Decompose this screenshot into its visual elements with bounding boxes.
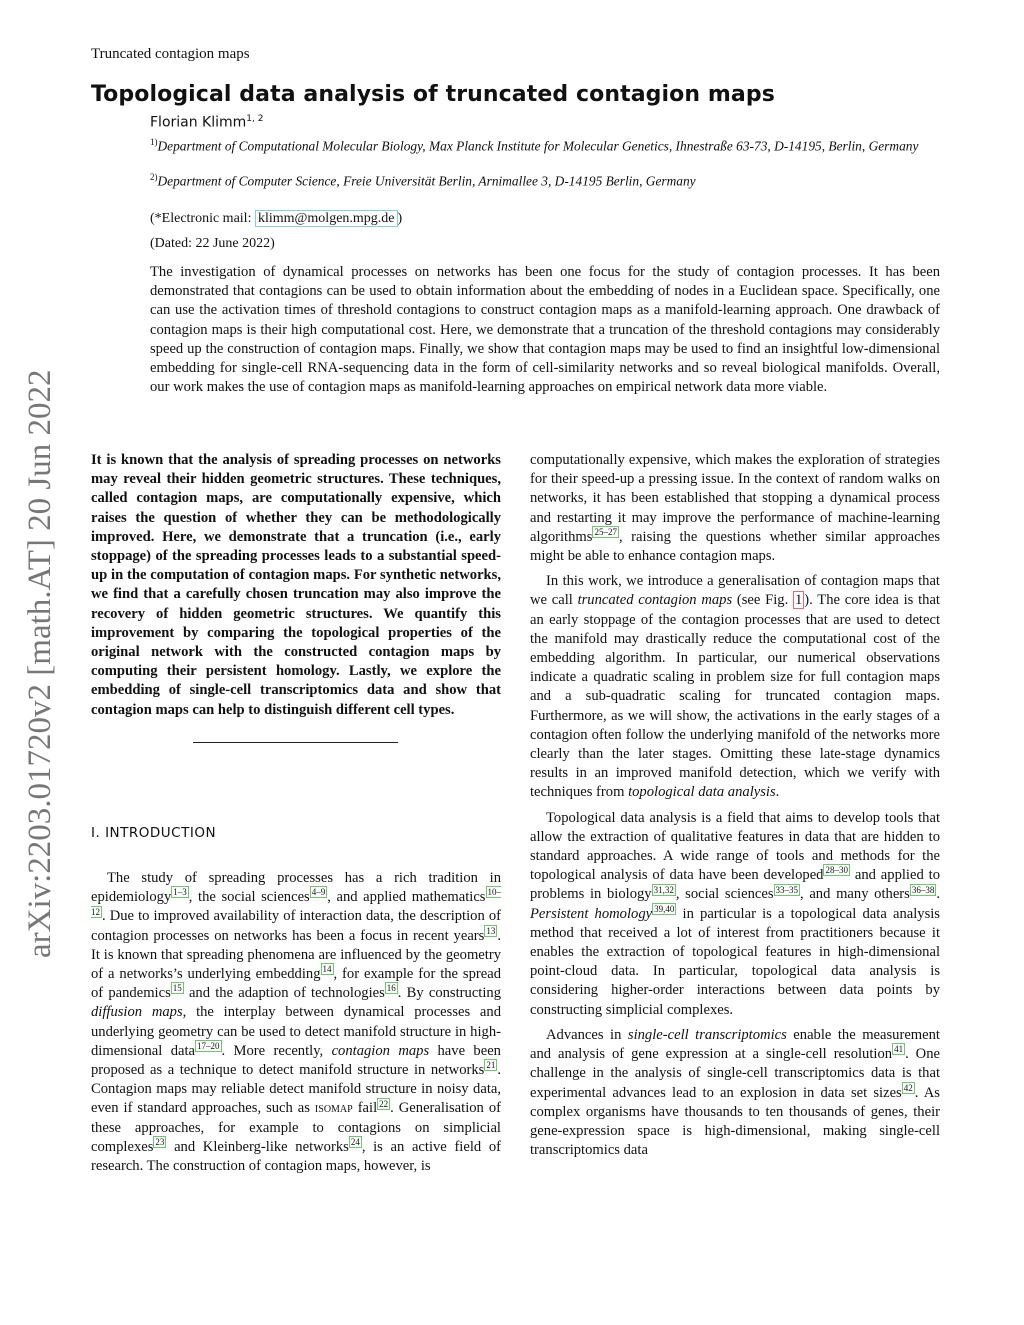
author-line <box>150 114 263 131</box>
citation-link[interactable]: 16 <box>386 983 396 994</box>
citation-link[interactable]: 14 <box>322 964 332 975</box>
citation-link[interactable]: 22 <box>379 1098 389 1109</box>
citation-link[interactable]: 15 <box>172 983 182 994</box>
citation-link[interactable]: 10–12 <box>91 887 501 917</box>
citation-link[interactable]: 36–38 <box>911 884 935 895</box>
citation-link[interactable]: 23 <box>155 1136 165 1147</box>
citation-link[interactable]: 31,32 <box>653 884 674 895</box>
figure-link[interactable]: 1 <box>795 592 803 609</box>
author-marks: 1, 2 <box>246 114 264 124</box>
dated-line: (Dated: 22 June 2022) <box>150 236 275 251</box>
affiliation-text: Department of Computational Molecular Biology, Max Planck Institute for Molecular Genetics, Ihnestraße 63-73, D-14195, Berlin, Germany <box>157 138 919 154</box>
right-column <box>530 451 940 1160</box>
intro-left-column <box>91 869 501 1176</box>
citation-link[interactable]: 41 <box>894 1044 904 1055</box>
citation-link[interactable]: 17–20 <box>197 1040 220 1051</box>
citation-link[interactable]: 28–30 <box>825 865 848 876</box>
email-prefix: (*Electronic mail: <box>150 211 255 226</box>
paragraph: Topological data analysis is a field that aims to develop tools that allow the extraction of qualitative features in data that are hidden to standard approaches. A wide range of tools and methods for the topological analysis of data have been developed $^{28-30}$ and applied to problems in biology $^{31,32}$ , social sciences $^{33-35}$ , and many others $^{36-38}$ . Persistent homology $^{39,40}$ in particular is a topological data analysis method that received a lot of interest from practitioners because it enables the extraction of topological features in high-dimensional point-cloud data. In particular, topological data analysis is considering higher-order interactions between data points by constructing simplicial complexes. <box>530 809 940 1018</box>
affiliation-2 <box>150 168 920 190</box>
citation-link[interactable]: 21 <box>486 1060 496 1071</box>
arxiv-stamp-text: arXiv:2203.01720v2 [math.AT] 20 Jun 2022 <box>22 369 58 958</box>
running-head: Truncated contagion maps <box>91 46 250 62</box>
paragraph: Advances in single-cell transcriptomics enable the measurement and analysis of gene expression at a single-cell resolution $^{41}$ . One challenge in the analysis of single-cell transcriptomics data is that experimental advances lead to an explosion in data set sizes $^{42}$ . As complex organisms have thousands to ten thousands of genes, their gene-expression space is high-dimensional, making single-cell transcriptomics data <box>530 1026 940 1159</box>
email-line <box>150 211 402 227</box>
paper-title: Topological data analysis of truncated contagion maps <box>91 82 775 107</box>
affiliation-mark: 2) <box>150 172 158 182</box>
paragraph: In this work, we introduce a generalisation of contagion maps that we call truncated contagion maps (see Fig. 1 ). The core idea is that an early stoppage of the contagion processes that are used to detect the manifold may drastically reduce the computational cost of the embedding algorithm. In particular, our numerical observations indicate a quadratic scaling in problem size for full contagion maps and a sub-quadratic scaling for truncated contagion maps. Furthermore, as we will show, the activations in the early stages of a contagion often follow the underlying manifold of the networks more clearly than the later stages. Omitting these late-stage dynamics results in an improved manifold detection, which we verify with techniques from topological data analysis. <box>530 573 940 801</box>
abstract: The investigation of dynamical processes on networks has been one focus for the study of contagion processes. It has been demonstrated that contagions can be used to obtain information about the embedding of nodes in a Euclidean space. Specifically, one can use the activation times of threshold contagions to construct contagion maps as a manifold-learning approach. One drawback of contagion maps is their high computational cost. Here, we demonstrate that a truncation of the threshold contagions may considerably speed up the construction of contagion maps. Finally, we show that contagion maps may be used to find an insightful low-dimensional embedding for single-cell RNA-sequencing data in the form of cell-similarity networks and so reveal biological manifolds. Overall, our work makes the use of contagion maps as manifold-learning approaches on empirical network data more viable. <box>150 264 940 396</box>
paragraph: computationally expensive, which makes the exploration of strategies for their speed-up a pressing issue. In the context of random walks on networks, it has been established that stopping a dynamical process and restarting it may improve the performance of machine-learning algorithms $^{25-27}$ , raising the questions whether similar approaches might be able to enhance contagion maps. <box>530 452 940 565</box>
citation-link[interactable]: 39,40 <box>654 903 675 914</box>
affiliation-1 <box>150 133 920 155</box>
citation-link[interactable]: 13 <box>486 925 496 936</box>
arxiv-stamp <box>18 338 58 958</box>
left-column <box>91 451 501 720</box>
citation-link[interactable]: 1–3 <box>173 887 187 898</box>
citation-link[interactable]: 42 <box>903 1082 913 1093</box>
citation-link[interactable]: 4–9 <box>311 887 326 898</box>
separator-rule <box>193 742 398 743</box>
affiliation-mark: 1) <box>150 137 158 147</box>
citation-link[interactable]: 24 <box>350 1136 360 1147</box>
affiliation-text: Department of Computer Science, Freie Universität Berlin, Arnimallee 3, D-14195 Berlin, Germany <box>157 173 696 189</box>
lead-paragraph: It is known that the analysis of spreading processes on networks may reveal their hidden geometric structures. These techniques, called contagion maps, are computationally expensive, which raises the question of whether they can be methodologically improved. Here, we demonstrate that a truncation (i.e., early stoppage) of the spreading processes leads to a substantial speed-up in the computation of contagion maps. For synthetic networks, we find that a carefully chosen truncation may also improve the recovery of hidden geometric structures. We quantify this improvement by comparing the topological properties of the original network with the constructed contagion maps by computing their persistent homology. Lastly, we explore the embedding of single-cell transcriptomics data and show that contagion maps can help to distinguish different cell types. <box>91 452 501 718</box>
email-suffix: ) <box>397 211 403 226</box>
citation-link[interactable]: 33–35 <box>775 884 799 895</box>
email-link[interactable]: klimm@molgen.mpg.de <box>255 210 398 227</box>
citation-link[interactable]: 25–27 <box>594 526 617 537</box>
intro-paragraph: The study of spreading processes has a rich tradition in epidemiology $^{1-3}$ , the social sciences $^{4-9}$ , and applied mathematics $^{10-12}$ . Due to improved availability of interaction data, the description of contagion processes on networks has been a focus in recent years $^{13}$ . It is known that spreading phenomena are influenced by the geometry of a networks’s underlying embedding $^{14}$ , for example for the spread of pandemics $^{15}$ and the adaption of technologies $^{16}$ . By constructing diffusion maps, the interplay between dynamical processes and underlying geometry can be used to detect manifold structure in high-dimensional data $^{17-20}$ . More recently, contagion maps have been proposed as a technique to detect manifold structure in networks $^{21}$ . Contagion maps may reliable detect manifold structure in noisy data, even if standard approaches, such as isomap fail $^{22}$ . Generalisation of these approaches, for example to contagions on simplicial complexes $^{23}$ and Kleinberg-like networks $^{24}$ , is an active field of research. The construction of contagion maps, however, is <box>91 870 502 1175</box>
section-heading: I. INTRODUCTION <box>91 825 217 841</box>
author-name: Florian Klimm <box>150 114 247 131</box>
